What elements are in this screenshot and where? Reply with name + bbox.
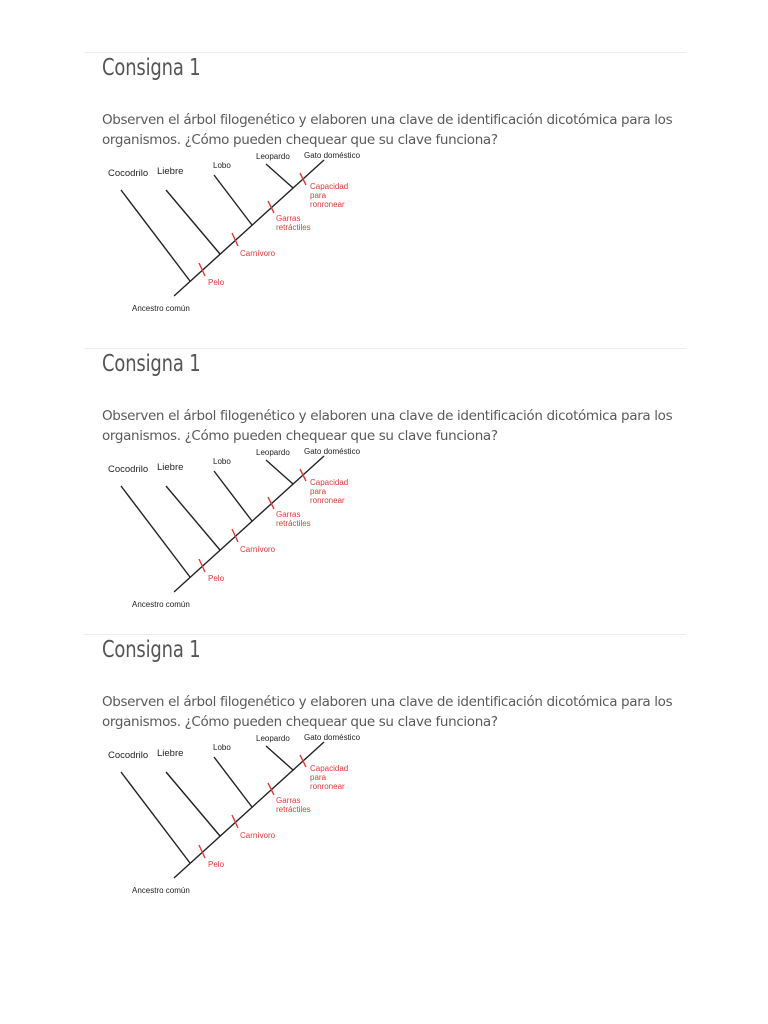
trait-label: Pelo — [208, 860, 225, 869]
root-label: Ancestro común — [132, 600, 190, 609]
section-title: Consigna 1 — [102, 351, 201, 377]
branch-lobo — [214, 175, 252, 225]
taxon-label: Liebre — [157, 748, 184, 759]
section-divider — [84, 52, 686, 53]
trait-label-multiline: Capacidad para ronronear — [310, 764, 349, 791]
branch-cocodrilo — [121, 772, 190, 863]
section-instruction: Observen el árbol filogenético y elaboren una clave de identificación dicotómica para los organismos. ¿Cómo pueden chequear que su clave funciona? — [102, 112, 673, 148]
trait-label-multiline: Garras retráctiles — [276, 510, 311, 528]
branch-lobo — [214, 471, 252, 521]
taxon-label: Lobo — [213, 457, 231, 466]
branch-liebre — [166, 772, 220, 836]
branch-leopardo — [266, 746, 293, 770]
branch-liebre — [166, 486, 220, 550]
branch-cocodrilo — [121, 486, 190, 577]
trait-tick — [300, 755, 306, 767]
trait-label: Carnívoro — [240, 545, 276, 554]
root-label: Ancestro común — [132, 304, 190, 313]
section-instruction: Observen el árbol filogenético y elaboren una clave de identificación dicotómica para los organismos. ¿Cómo pueden chequear que su clave funciona? — [102, 408, 673, 444]
branch-leopardo — [266, 460, 293, 484]
trait-label: Carnívoro — [240, 249, 276, 258]
taxon-label: Gato doméstico — [304, 447, 361, 456]
taxon-label: Liebre — [157, 166, 184, 177]
phylogenetic-tree-diagram — [102, 444, 372, 619]
taxon-label: Cocodrilo — [108, 750, 149, 761]
branch-leopardo — [266, 164, 293, 188]
taxon-label: Liebre — [157, 462, 184, 473]
taxon-label: Lobo — [213, 743, 231, 752]
section-title: Consigna 1 — [102, 55, 201, 81]
taxon-label: Lobo — [213, 161, 231, 170]
phylogenetic-tree-diagram — [102, 148, 372, 323]
section-divider — [84, 634, 686, 635]
trait-tick — [300, 469, 306, 481]
root-label: Ancestro común — [132, 886, 190, 895]
trait-label: Pelo — [208, 574, 225, 583]
taxon-label: Gato doméstico — [304, 151, 361, 160]
branch-lobo — [214, 757, 252, 807]
consigna-section — [84, 634, 686, 924]
section-divider — [84, 348, 686, 349]
taxon-label: Gato doméstico — [304, 733, 361, 742]
trait-tick — [300, 173, 306, 185]
trait-label-multiline: Capacidad para ronronear — [310, 478, 349, 505]
section-title: Consigna 1 — [102, 637, 201, 663]
taxon-label: Leopardo — [256, 734, 290, 743]
taxon-label: Leopardo — [256, 448, 290, 457]
taxon-label: Cocodrilo — [108, 464, 149, 475]
consigna-section — [84, 348, 686, 638]
trait-label: Pelo — [208, 278, 225, 287]
taxon-label: Leopardo — [256, 152, 290, 161]
taxon-label: Cocodrilo — [108, 168, 149, 179]
trait-label-multiline: Capacidad para ronronear — [310, 182, 349, 209]
consigna-section — [84, 52, 686, 342]
phylogenetic-tree-diagram — [102, 730, 372, 905]
trait-label: Carnívoro — [240, 831, 276, 840]
trait-label-multiline: Garras retráctiles — [276, 796, 311, 814]
section-instruction: Observen el árbol filogenético y elaboren una clave de identificación dicotómica para los organismos. ¿Cómo pueden chequear que su clave funciona? — [102, 694, 673, 730]
branch-cocodrilo — [121, 190, 190, 281]
trait-label-multiline: Garras retráctiles — [276, 214, 311, 232]
branch-liebre — [166, 190, 220, 254]
